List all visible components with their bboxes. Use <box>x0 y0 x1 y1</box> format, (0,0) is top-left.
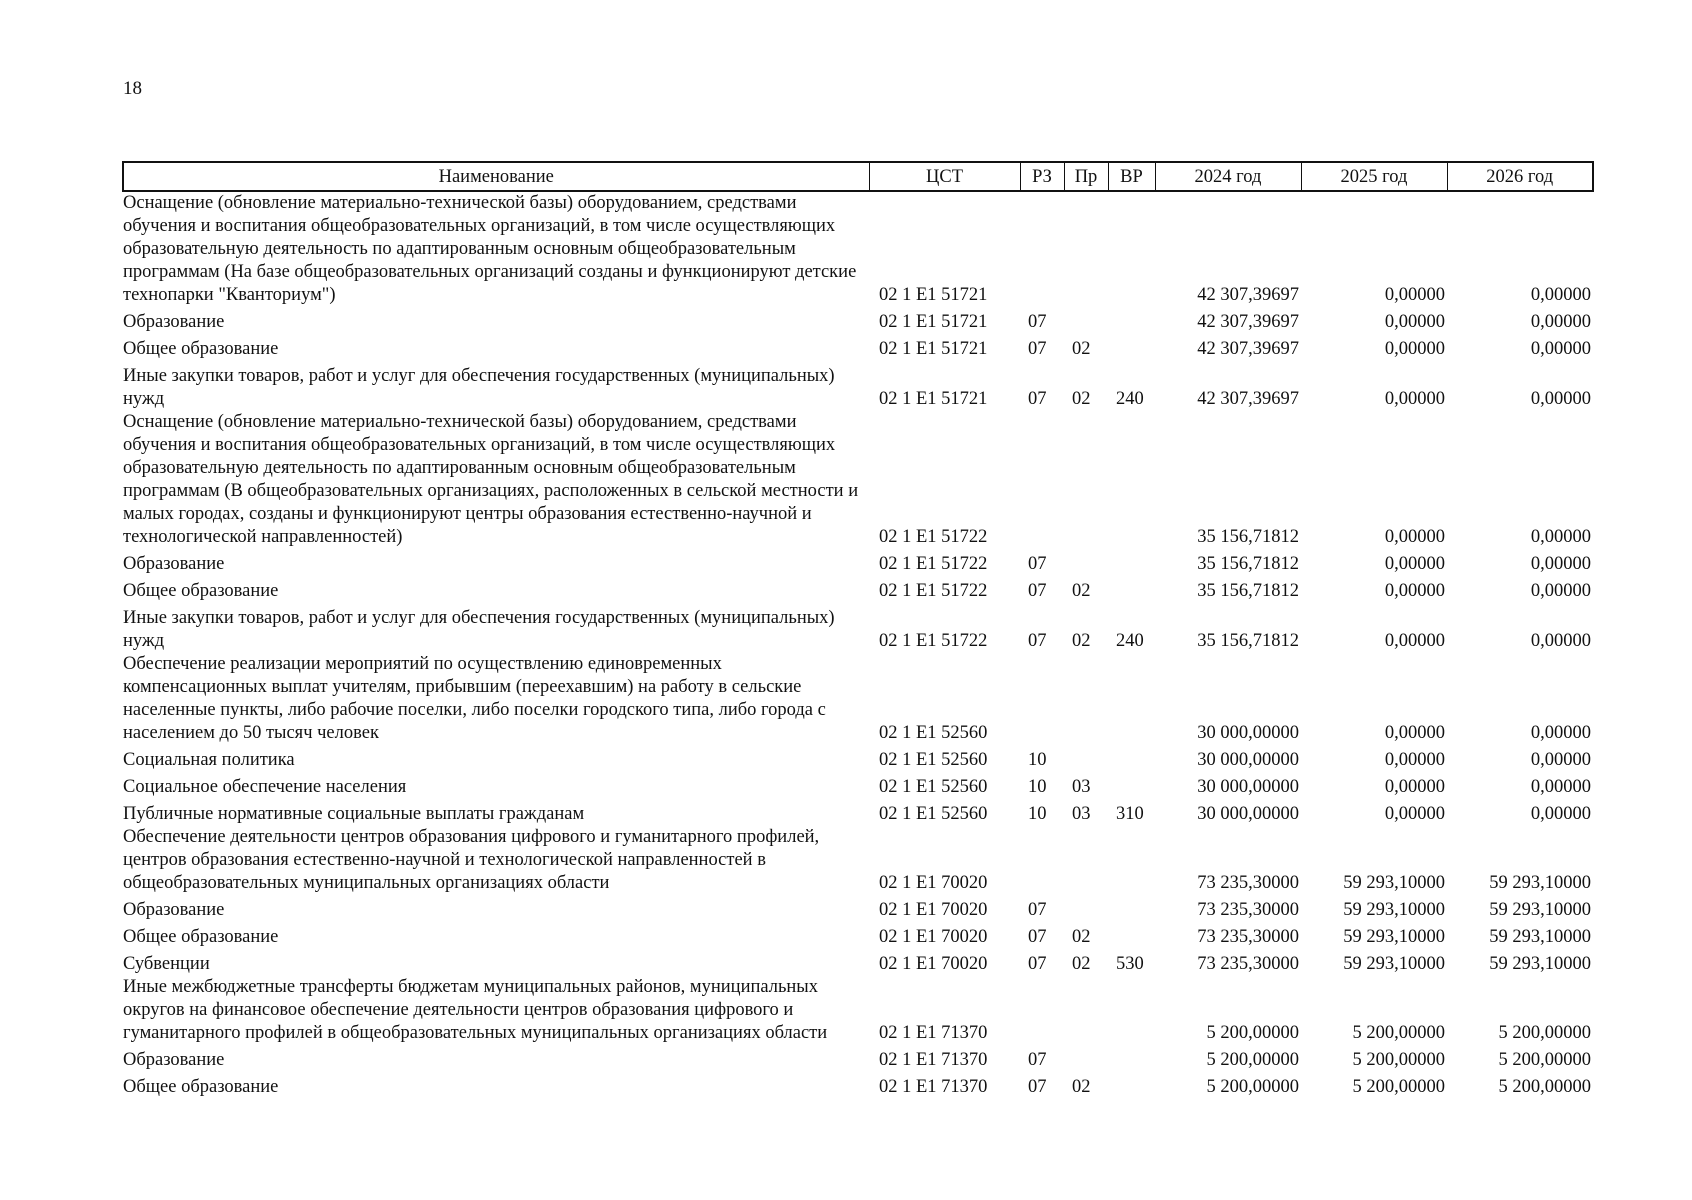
table-row <box>123 307 1593 334</box>
cell-name: Оснащение (обновление материально-технической базы) оборудованием, средствами обучения и воспитания общеобразовательных организаций, в том числе осуществляющих образовательную деятельность по адаптированным основным общеобразовательным программам (На базе общеобразовательных организаций созданы и функционируют детские технопарки "Кванториум") <box>123 193 857 305</box>
cell-rz: 10 <box>1028 750 1047 770</box>
cell-2026: 59 293,10000 <box>1489 954 1591 974</box>
cell-pr <box>1064 191 1108 307</box>
budget-table <box>122 161 1594 1099</box>
cell-cst: 02 1 E1 52560 <box>879 777 988 797</box>
cell-2026: 0,00000 <box>1530 527 1591 547</box>
cell-cst: 02 1 E1 51722 <box>879 581 988 601</box>
cell-cst: 02 1 E1 52560 <box>879 804 988 824</box>
cell-name: Иные закупки товаров, работ и услуг для обеспечения государственных (муниципальных) нужд <box>123 366 835 409</box>
header-2025: 2025 год <box>1301 162 1447 191</box>
cell-rz <box>1020 976 1064 1045</box>
budget-table-container <box>122 161 1592 1099</box>
cell-2026: 0,00000 <box>1530 631 1591 651</box>
cell-2026: 0,00000 <box>1530 750 1591 770</box>
cell-pr: 02 <box>1072 389 1091 409</box>
cell-pr: 02 <box>1072 927 1091 947</box>
cell-name: Общее образование <box>123 339 279 359</box>
cell-pr <box>1064 411 1108 549</box>
cell-vr <box>1108 307 1155 334</box>
cell-rz: 07 <box>1028 312 1047 332</box>
cell-2024: 35 156,71812 <box>1197 581 1299 601</box>
cell-cst: 02 1 E1 51721 <box>879 389 988 409</box>
table-row <box>123 1045 1593 1072</box>
cell-rz: 07 <box>1028 954 1047 974</box>
cell-rz: 07 <box>1028 1077 1047 1097</box>
cell-rz <box>1020 411 1064 549</box>
cell-2025: 59 293,10000 <box>1343 900 1445 920</box>
cell-vr <box>1108 895 1155 922</box>
cell-pr <box>1064 653 1108 745</box>
cell-2025: 59 293,10000 <box>1343 873 1445 893</box>
cell-vr: 530 <box>1116 954 1144 974</box>
cell-cst: 02 1 E1 52560 <box>879 750 988 770</box>
cell-rz: 07 <box>1028 631 1047 651</box>
cell-2024: 5 200,00000 <box>1206 1050 1299 1070</box>
header-row <box>123 162 1593 191</box>
cell-2026: 0,00000 <box>1530 723 1591 743</box>
table-row <box>123 653 1593 745</box>
cell-name: Оснащение (обновление материально-технической базы) оборудованием, средствами обучения и воспитания общеобразовательных организаций, в том числе осуществляющих образовательную деятельность по адаптированным основным общеобразовательным программам (В общеобразовательных организациях, расположенных в сельской местности и малых городах, созданы и функционируют центры образования естественно-научной и технологической направленностей) <box>123 412 859 547</box>
cell-2026: 0,00000 <box>1530 285 1591 305</box>
cell-pr: 02 <box>1072 631 1091 651</box>
cell-rz: 07 <box>1028 339 1047 359</box>
cell-cst: 02 1 E1 70020 <box>879 873 988 893</box>
cell-2024: 42 307,39697 <box>1197 312 1299 332</box>
cell-2025: 0,00000 <box>1384 339 1445 359</box>
cell-name: Образование <box>123 312 225 332</box>
header-2024: 2024 год <box>1155 162 1301 191</box>
cell-pr <box>1064 826 1108 895</box>
table-row <box>123 949 1593 976</box>
cell-2025: 5 200,00000 <box>1352 1023 1445 1043</box>
cell-2025: 0,00000 <box>1384 777 1445 797</box>
table-body <box>123 191 1593 1099</box>
cell-2024: 5 200,00000 <box>1206 1077 1299 1097</box>
cell-2024: 73 235,30000 <box>1197 873 1299 893</box>
cell-name: Социальное обеспечение населения <box>123 777 407 797</box>
table-row <box>123 976 1593 1045</box>
cell-2026: 0,00000 <box>1530 554 1591 574</box>
cell-pr <box>1064 549 1108 576</box>
cell-cst: 02 1 E1 71370 <box>879 1023 988 1043</box>
cell-vr <box>1108 772 1155 799</box>
cell-2025: 59 293,10000 <box>1343 954 1445 974</box>
cell-pr <box>1064 307 1108 334</box>
cell-cst: 02 1 E1 71370 <box>879 1050 988 1070</box>
cell-2025: 0,00000 <box>1384 581 1445 601</box>
cell-cst: 02 1 E1 51722 <box>879 527 988 547</box>
cell-2024: 42 307,39697 <box>1197 389 1299 409</box>
cell-vr <box>1108 411 1155 549</box>
cell-rz: 07 <box>1028 554 1047 574</box>
cell-pr: 02 <box>1072 339 1091 359</box>
header-vr: ВР <box>1108 162 1155 191</box>
cell-2026: 5 200,00000 <box>1498 1077 1591 1097</box>
cell-cst: 02 1 E1 51722 <box>879 554 988 574</box>
cell-pr: 02 <box>1072 954 1091 974</box>
cell-name: Образование <box>123 900 225 920</box>
cell-2026: 0,00000 <box>1530 389 1591 409</box>
cell-cst: 02 1 E1 51722 <box>879 631 988 651</box>
cell-rz: 07 <box>1028 900 1047 920</box>
cell-vr: 240 <box>1116 389 1144 409</box>
cell-2026: 5 200,00000 <box>1498 1050 1591 1070</box>
cell-2025: 0,00000 <box>1384 285 1445 305</box>
header-cst: ЦСТ <box>869 162 1020 191</box>
cell-pr: 02 <box>1072 581 1091 601</box>
table-row <box>123 799 1593 826</box>
cell-rz: 07 <box>1028 1050 1047 1070</box>
cell-2024: 73 235,30000 <box>1197 927 1299 947</box>
table-row <box>123 603 1593 653</box>
cell-rz <box>1020 826 1064 895</box>
table-row <box>123 361 1593 411</box>
cell-2024: 35 156,71812 <box>1197 554 1299 574</box>
header-rz: РЗ <box>1020 162 1064 191</box>
cell-2026: 59 293,10000 <box>1489 900 1591 920</box>
cell-2025: 0,00000 <box>1384 750 1445 770</box>
cell-name: Субвенции <box>123 954 210 974</box>
cell-cst: 02 1 E1 71370 <box>879 1077 988 1097</box>
cell-2026: 5 200,00000 <box>1498 1023 1591 1043</box>
cell-rz <box>1020 191 1064 307</box>
cell-2026: 0,00000 <box>1530 777 1591 797</box>
table-row <box>123 745 1593 772</box>
cell-vr <box>1108 745 1155 772</box>
cell-2024: 35 156,71812 <box>1197 631 1299 651</box>
table-row <box>123 576 1593 603</box>
cell-vr <box>1108 576 1155 603</box>
cell-name: Общее образование <box>123 927 279 947</box>
cell-vr <box>1108 976 1155 1045</box>
cell-2025: 0,00000 <box>1384 554 1445 574</box>
cell-2025: 0,00000 <box>1384 312 1445 332</box>
table-row <box>123 922 1593 949</box>
cell-vr <box>1108 826 1155 895</box>
cell-vr <box>1108 549 1155 576</box>
cell-2026: 0,00000 <box>1530 581 1591 601</box>
cell-vr: 310 <box>1116 804 1144 824</box>
cell-2025: 0,00000 <box>1384 804 1445 824</box>
cell-pr: 02 <box>1072 1077 1091 1097</box>
cell-2024: 42 307,39697 <box>1197 339 1299 359</box>
cell-name: Обеспечение деятельности центров образования цифрового и гуманитарного профилей, центров образования естественно-научной и технологической направленностей в общеобразовательных муниципальных организациях области <box>123 827 820 893</box>
cell-name: Образование <box>123 554 225 574</box>
cell-2026: 0,00000 <box>1530 804 1591 824</box>
table-row <box>123 334 1593 361</box>
cell-rz: 07 <box>1028 581 1047 601</box>
cell-2025: 59 293,10000 <box>1343 927 1445 947</box>
table-row <box>123 1072 1593 1099</box>
cell-cst: 02 1 E1 70020 <box>879 954 988 974</box>
cell-pr <box>1064 895 1108 922</box>
table-row <box>123 895 1593 922</box>
cell-2026: 59 293,10000 <box>1489 927 1591 947</box>
cell-vr <box>1108 334 1155 361</box>
cell-rz: 07 <box>1028 389 1047 409</box>
cell-2024: 30 000,00000 <box>1197 804 1299 824</box>
table-row <box>123 772 1593 799</box>
cell-name: Общее образование <box>123 581 279 601</box>
cell-cst: 02 1 E1 52560 <box>879 723 988 743</box>
header-name: Наименование <box>123 162 869 191</box>
cell-cst: 02 1 E1 51721 <box>879 339 988 359</box>
cell-pr: 03 <box>1072 777 1091 797</box>
cell-2025: 0,00000 <box>1384 631 1445 651</box>
page-number: 18 <box>123 78 142 99</box>
table-row <box>123 549 1593 576</box>
cell-2024: 5 200,00000 <box>1206 1023 1299 1043</box>
cell-name: Иные межбюджетные трансферты бюджетам муниципальных районов, муниципальных округов на финансовое обеспечение деятельности центров образования цифрового и гуманитарного профилей в общеобразовательных муниципальных организациях области <box>123 977 828 1043</box>
cell-vr: 240 <box>1116 631 1144 651</box>
cell-pr <box>1064 1045 1108 1072</box>
table-row <box>123 411 1593 549</box>
cell-rz: 07 <box>1028 927 1047 947</box>
cell-vr <box>1108 191 1155 307</box>
cell-name: Общее образование <box>123 1077 279 1097</box>
cell-vr <box>1108 1072 1155 1099</box>
cell-2024: 73 235,30000 <box>1197 954 1299 974</box>
cell-name: Публичные нормативные социальные выплаты гражданам <box>123 804 585 824</box>
cell-cst: 02 1 E1 51721 <box>879 312 988 332</box>
table-row <box>123 826 1593 895</box>
cell-pr: 03 <box>1072 804 1091 824</box>
cell-2025: 5 200,00000 <box>1352 1077 1445 1097</box>
cell-pr <box>1064 745 1108 772</box>
cell-2025: 0,00000 <box>1384 527 1445 547</box>
cell-2025: 0,00000 <box>1384 723 1445 743</box>
cell-name: Иные закупки товаров, работ и услуг для обеспечения государственных (муниципальных) нужд <box>123 608 835 651</box>
cell-cst: 02 1 E1 70020 <box>879 927 988 947</box>
cell-2024: 30 000,00000 <box>1197 750 1299 770</box>
cell-vr <box>1108 922 1155 949</box>
cell-rz: 10 <box>1028 804 1047 824</box>
cell-2026: 0,00000 <box>1530 339 1591 359</box>
header-pr: Пр <box>1064 162 1108 191</box>
cell-rz <box>1020 653 1064 745</box>
cell-name: Социальная политика <box>123 750 295 770</box>
cell-2024: 35 156,71812 <box>1197 527 1299 547</box>
cell-2026: 0,00000 <box>1530 312 1591 332</box>
cell-2024: 30 000,00000 <box>1197 777 1299 797</box>
cell-2024: 42 307,39697 <box>1197 285 1299 305</box>
cell-cst: 02 1 E1 70020 <box>879 900 988 920</box>
cell-rz: 10 <box>1028 777 1047 797</box>
cell-name: Обеспечение реализации мероприятий по осуществлению единовременных компенсационных выплат учителям, прибывшим (переехавшим) на работу в сельские населенные пункты, либо рабочие поселки, либо поселки городского типа, либо города с населением до 50 тысяч человек <box>123 654 826 743</box>
cell-vr <box>1108 653 1155 745</box>
cell-pr <box>1064 976 1108 1045</box>
cell-cst: 02 1 E1 51721 <box>879 285 988 305</box>
table-header <box>123 162 1593 191</box>
header-2026: 2026 год <box>1447 162 1593 191</box>
cell-2026: 59 293,10000 <box>1489 873 1591 893</box>
cell-2025: 5 200,00000 <box>1352 1050 1445 1070</box>
cell-2024: 73 235,30000 <box>1197 900 1299 920</box>
cell-name: Образование <box>123 1050 225 1070</box>
table-row <box>123 191 1593 307</box>
cell-vr <box>1108 1045 1155 1072</box>
cell-2024: 30 000,00000 <box>1197 723 1299 743</box>
cell-2025: 0,00000 <box>1384 389 1445 409</box>
